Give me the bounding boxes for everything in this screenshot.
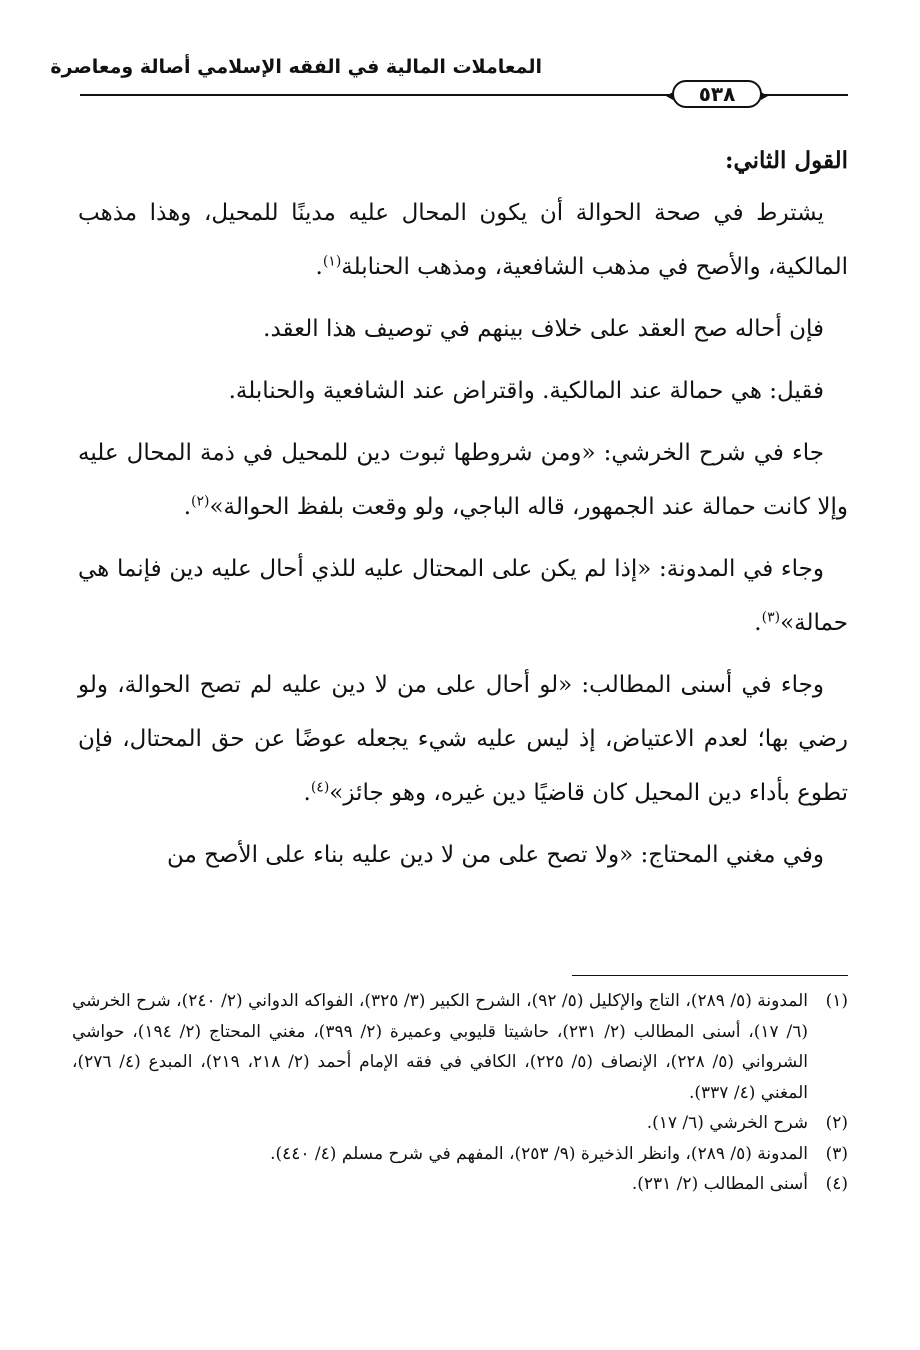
footnote-number: (٣) [825,1143,848,1164]
footnote [72,986,848,1108]
paragraph-end: . [303,780,311,806]
paragraph-text: وجاء في المدونة: «إذا لم يكن على المحتال عليه للذي أحال عليه دين فإنما هي حمالة» [78,556,848,636]
paragraph-text: جاء في شرح الخرشي: «ومن شروطها ثبوت دين للمحيل في ذمة المحال عليه وإلا كانت حمالة عند الجمهور، قاله الباجي، ولو وقعت بلفظ الحوالة» [78,440,848,520]
footnote-marker: (٣) [761,609,781,626]
section-heading: القول الثاني: [724,147,848,174]
footnote-text: المدونة (٥/ ٢٨٩)، التاج والإكليل (٥/ ٩٢)، الشرح الكبير (٣/ ٣٢٥)، الفواكه الدواني (٢/ ٢٤٠)، شرح الخرشي (٦/ ١٧)، أسنى المطالب (٢/ ٢٣١)، حاشيتا قليوبي وعميرة (٢/ ٣٩٩)، مغني المحتاج (٢/ ١٩٤)، حواشي الشرواني (٥/ ٢٢٨)، الإنصاف (٥/ ٢٢٥)، الكافي في فقه الإمام أحمد (٢/ ٢١٨، ٢١٩)، المبدع (٤/ ٢٧٦)، المغني (٤/ ٣٣٧). [72,991,809,1103]
paragraph-text: يشترط في صحة الحوالة أن يكون المحال عليه مدينًا للمحيل، وهذا مذهب المالكية، والأصح في مذهب الشافعية، ومذهب الحنابلة [78,200,848,280]
paragraph-end: . [754,610,762,636]
footnote-marker: (٢) [191,493,210,510]
paragraph [78,364,848,418]
paragraph-text: فقيل: هي حمالة عند المالكية. واقتراض عند الشافعية والحنابلة. [228,378,824,404]
paragraph [78,658,848,820]
footnotes [72,986,848,1200]
footnote [72,1139,848,1170]
footnote-number: (٢) [825,1113,848,1133]
running-title: المعاملات المالية في الفقه الإسلامي أصالة ومعاصرة [50,56,542,78]
footnote-separator [572,975,848,976]
paragraph-end: . [183,494,192,520]
paragraph [78,426,848,534]
footnote-number: (١) [825,991,848,1011]
paragraph-end: . [315,254,323,280]
main-text [78,142,848,890]
paragraph-text: وفي مغني المحتاج: «ولا تصح على من لا دين عليه بناء على الأصح من [166,842,824,868]
footnote-text: أسنى المطالب (٢/ ٢٣١). [631,1174,808,1194]
paragraph-text: وجاء في أسنى المطالب: «لو أحال على من لا دين عليه لم تصح الحوالة، ولو رضي بها؛ لعدم الاعتياض، إذ ليس عليه شيء يجعله عوضًا عن حق المحتال، فإن تطوع بأداء دين المحيل كان قاضيًا دين غيره، وهو جائز» [78,672,848,806]
footnote-marker: (٤) [310,779,330,796]
paragraph [78,542,848,650]
footnote-text: المدونة (٥/ ٢٨٩)، وانظر الذخيرة (٩/ ٢٥٣)، المفهم في شرح مسلم (٤/ ٤٤٠). [270,1143,808,1164]
footnote [72,1169,848,1200]
footnote [72,1108,848,1139]
page-number: ٥٣٨ [672,80,762,108]
paragraph [78,302,848,356]
paragraph [78,186,848,294]
paragraph [78,828,848,882]
footnote-number: (٤) [825,1174,848,1194]
footnote-text: شرح الخرشي (٦/ ١٧). [646,1113,808,1133]
footnote-marker: (١) [322,253,342,270]
paragraph-text: فإن أحاله صح العقد على خلاف بينهم في توصيف هذا العقد. [263,316,824,342]
